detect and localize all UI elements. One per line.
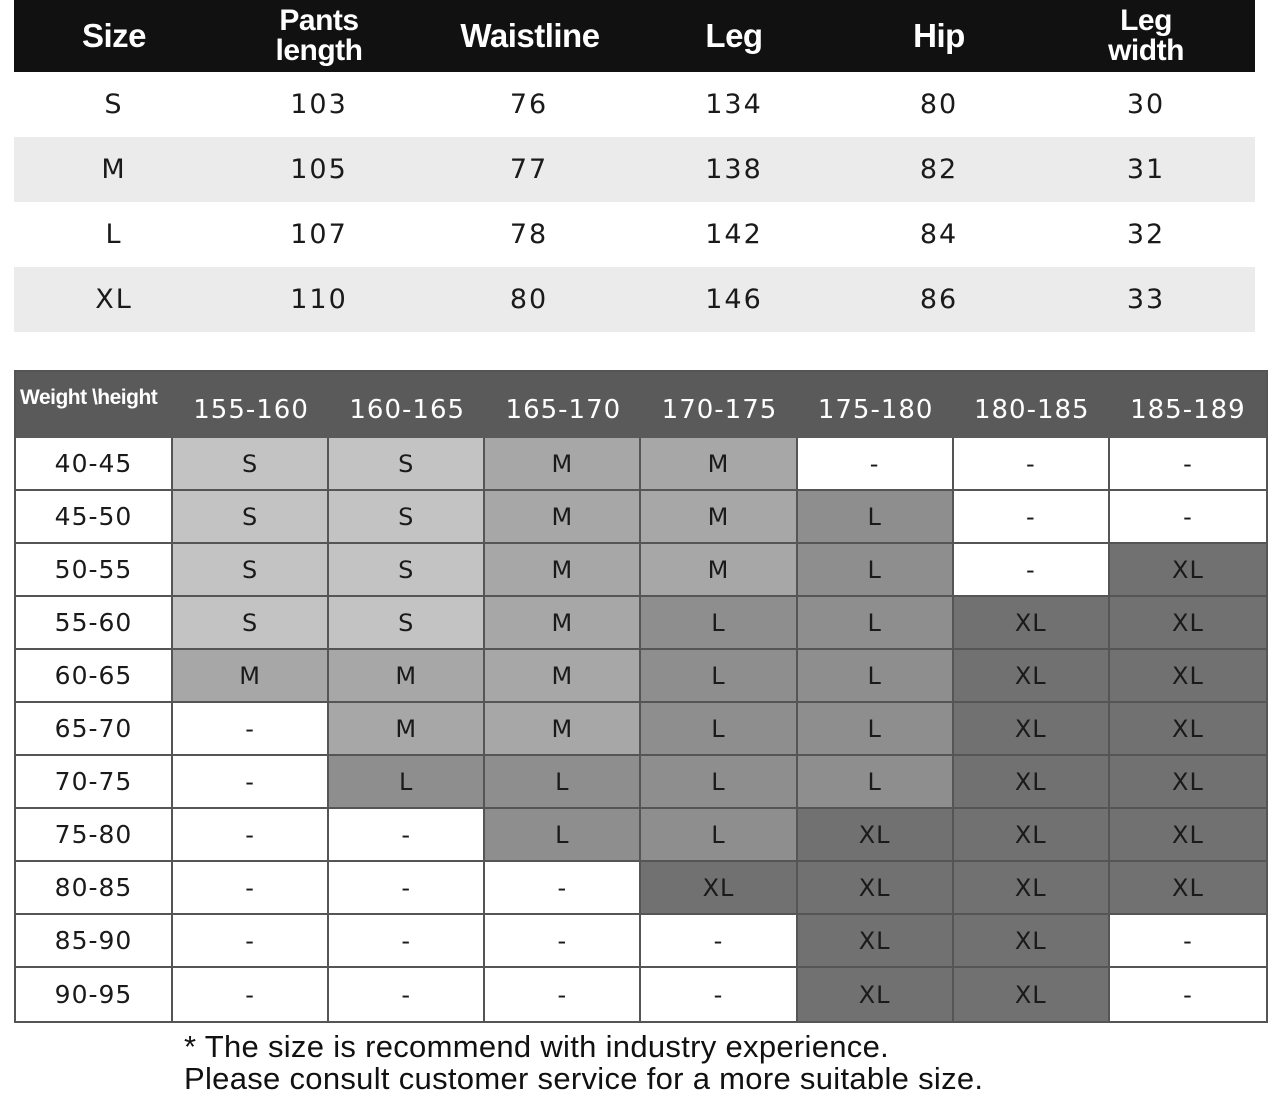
size-recommendation-cell: L: [798, 650, 954, 703]
size-recommendation-cell: L: [798, 491, 954, 544]
measurement-cell: 77: [509, 154, 549, 185]
header-line: width: [1108, 34, 1184, 67]
size-recommendation-cell: M: [485, 438, 641, 491]
height-range-header: 180-185: [973, 395, 1090, 425]
measurement-cell: 86: [919, 284, 959, 315]
footnote-line-1: * The size is recommend with industry experience.: [184, 1029, 890, 1064]
size-recommendation-cell: XL: [798, 915, 954, 968]
header-leg-width-wrap: [1108, 6, 1184, 66]
size-recommendation-cell: M: [485, 597, 641, 650]
measurement-cell: 146: [705, 284, 763, 315]
measurement-cell: 32: [1126, 219, 1166, 250]
weight-range-cell: 65-70: [16, 703, 173, 756]
size-recommendation-cell: XL: [954, 915, 1110, 968]
footnote: [184, 1031, 983, 1095]
size-recommendation-cell: XL: [798, 809, 954, 862]
measurement-cell: 110: [290, 284, 348, 315]
height-range-header: 185-189: [1130, 395, 1246, 425]
size-recommendation-cell: XL: [1110, 650, 1266, 703]
measurement-cell: 107: [290, 219, 348, 250]
size-recommendation-cell: M: [485, 491, 641, 544]
measurement-table: [14, 0, 1255, 332]
size-recommendation-cell: L: [641, 650, 797, 703]
measurement-body: [14, 72, 1255, 332]
size-recommendation-cell: XL: [798, 862, 954, 915]
size-recommendation-cell: XL: [954, 968, 1110, 1021]
size-recommendation-cell: -: [485, 862, 641, 915]
measurement-cell: 80: [919, 89, 959, 120]
size-recommendation-cell: XL: [954, 756, 1110, 809]
measurement-cell: 78: [509, 219, 549, 250]
size-recommendation-cell: XL: [954, 650, 1110, 703]
weight-range-cell: 90-95: [16, 968, 173, 1021]
header-leg-width-label: [1108, 6, 1184, 66]
size-recommendation-cell: -: [329, 968, 485, 1021]
height-range-header: 175-180: [817, 395, 934, 425]
size-cell: M: [101, 154, 127, 185]
size-recommendation-cell: M: [485, 703, 641, 756]
header-waistline: [430, 0, 630, 72]
measurement-cell: 82: [919, 154, 959, 185]
size-recommendation-cell: L: [641, 756, 797, 809]
height-range-header: 165-170: [505, 395, 622, 425]
size-recommendation-cell: XL: [954, 862, 1110, 915]
size-recommendation-cell: -: [173, 968, 329, 1021]
size-recommendation-cell: S: [329, 544, 485, 597]
header-size: [54, 0, 174, 72]
size-recommendation-cell: -: [329, 915, 485, 968]
weight-range-cell: 55-60: [16, 597, 173, 650]
size-recommendation-cell: L: [329, 756, 485, 809]
weight-range-cell: 60-65: [16, 650, 173, 703]
size-recommendation-cell: -: [954, 544, 1110, 597]
size-recommendation-cell: -: [485, 968, 641, 1021]
size-recommendation-cell: XL: [1110, 862, 1266, 915]
measurement-row: [14, 137, 1255, 202]
size-recommendation-cell: S: [329, 491, 485, 544]
measurement-cell: 76: [509, 89, 549, 120]
weight-range-cell: 85-90: [16, 915, 173, 968]
size-cell: L: [105, 219, 123, 250]
header-hip-label: Hip: [913, 17, 965, 54]
size-recommendation-cell: L: [641, 703, 797, 756]
weight-range-cell: 50-55: [16, 544, 173, 597]
size-recommendation-cell: S: [329, 597, 485, 650]
size-recommendation-cell: S: [173, 438, 329, 491]
size-recommendation-cell: M: [641, 438, 797, 491]
weight-range-cell: 80-85: [16, 862, 173, 915]
size-recommendation-cell: -: [329, 862, 485, 915]
size-recommendation-cell: M: [641, 544, 797, 597]
size-recommendation-cell: XL: [1110, 544, 1266, 597]
size-recommendation-cell: XL: [1110, 597, 1266, 650]
size-recommendation-cell: -: [641, 915, 797, 968]
size-recommendation-cell: L: [641, 809, 797, 862]
size-recommendation-cell: XL: [641, 862, 797, 915]
size-recommendation-cell: S: [173, 597, 329, 650]
header-hip: [879, 0, 999, 72]
header-pants-length: [259, 0, 379, 72]
header-leg-width: [1086, 0, 1206, 72]
footnote-line-2: Please consult customer service for a more suitable size.: [184, 1061, 984, 1096]
size-recommendation-cell: -: [1110, 438, 1266, 491]
size-recommendation-cell: M: [485, 650, 641, 703]
size-recommendation-cell: -: [1110, 915, 1266, 968]
size-recommendation-grid: [14, 370, 1268, 1023]
size-recommendation-cell: -: [173, 915, 329, 968]
header-leg-label: Leg: [705, 17, 763, 54]
size-recommendation-cell: -: [173, 703, 329, 756]
size-recommendation-cell: L: [798, 597, 954, 650]
measurement-cell: 31: [1126, 154, 1166, 185]
grid-corner-label: Weight \height: [20, 386, 158, 409]
measurement-cell: 105: [290, 154, 348, 185]
header-leg: [674, 0, 794, 72]
size-recommendation-cell: -: [173, 756, 329, 809]
size-recommendation-cell: M: [329, 650, 485, 703]
header-line: Pants: [279, 4, 359, 37]
size-recommendation-cell: -: [173, 862, 329, 915]
size-recommendation-cell: M: [329, 703, 485, 756]
header-line: length: [275, 34, 363, 67]
height-range-header: 155-160: [193, 395, 309, 425]
size-recommendation-cell: -: [173, 809, 329, 862]
measurement-cell: 142: [705, 219, 763, 250]
weight-range-cell: 40-45: [16, 438, 173, 491]
size-recommendation-cell: -: [329, 809, 485, 862]
measurement-cell: 84: [919, 219, 959, 250]
size-cell: S: [104, 89, 124, 120]
size-recommendation-cell: M: [485, 544, 641, 597]
header-pants-length-label: [276, 6, 363, 66]
measurement-cell: 80: [509, 284, 549, 315]
size-recommendation-cell: -: [798, 438, 954, 491]
measurement-cell: 103: [290, 89, 348, 120]
weight-range-cell: 45-50: [16, 491, 173, 544]
size-recommendation-cell: XL: [1110, 756, 1266, 809]
size-recommendation-cell: M: [641, 491, 797, 544]
measurement-header: [14, 0, 1255, 72]
grid-body: [16, 438, 1266, 1021]
size-recommendation-cell: -: [1110, 491, 1266, 544]
size-recommendation-cell: -: [954, 438, 1110, 491]
size-recommendation-cell: L: [798, 703, 954, 756]
size-recommendation-cell: XL: [954, 597, 1110, 650]
size-recommendation-cell: L: [485, 756, 641, 809]
height-range-header: 170-175: [661, 395, 778, 425]
weight-range-cell: 75-80: [16, 809, 173, 862]
measurement-row: [14, 202, 1255, 267]
height-range-header: 160-165: [349, 395, 466, 425]
size-recommendation-cell: XL: [1110, 703, 1266, 756]
size-recommendation-cell: L: [798, 544, 954, 597]
size-recommendation-cell: L: [485, 809, 641, 862]
size-recommendation-cell: -: [485, 915, 641, 968]
size-recommendation-cell: S: [173, 491, 329, 544]
measurement-row: [14, 267, 1255, 332]
weight-range-cell: 70-75: [16, 756, 173, 809]
size-recommendation-cell: -: [954, 491, 1110, 544]
measurement-cell: 134: [705, 89, 763, 120]
size-recommendation-cell: XL: [1110, 809, 1266, 862]
size-recommendation-cell: XL: [954, 703, 1110, 756]
measurement-cell: 30: [1126, 89, 1166, 120]
header-waistline-label: Waistline: [460, 17, 600, 54]
size-recommendation-cell: XL: [954, 809, 1110, 862]
measurement-cell: 33: [1126, 284, 1166, 315]
header-pants-length-wrap: [276, 6, 363, 66]
size-recommendation-cell: M: [173, 650, 329, 703]
header-size-label: Size: [81, 17, 147, 54]
size-recommendation-cell: -: [641, 968, 797, 1021]
measurement-row: [14, 72, 1255, 137]
measurement-cell: 138: [705, 154, 763, 185]
size-recommendation-cell: S: [329, 438, 485, 491]
size-recommendation-cell: -: [1110, 968, 1266, 1021]
grid-header: [16, 372, 1266, 438]
size-recommendation-cell: L: [798, 756, 954, 809]
size-cell: XL: [95, 284, 133, 315]
header-line: Leg: [1120, 4, 1172, 37]
size-recommendation-cell: S: [173, 544, 329, 597]
size-recommendation-cell: L: [641, 597, 797, 650]
size-recommendation-cell: XL: [798, 968, 954, 1021]
